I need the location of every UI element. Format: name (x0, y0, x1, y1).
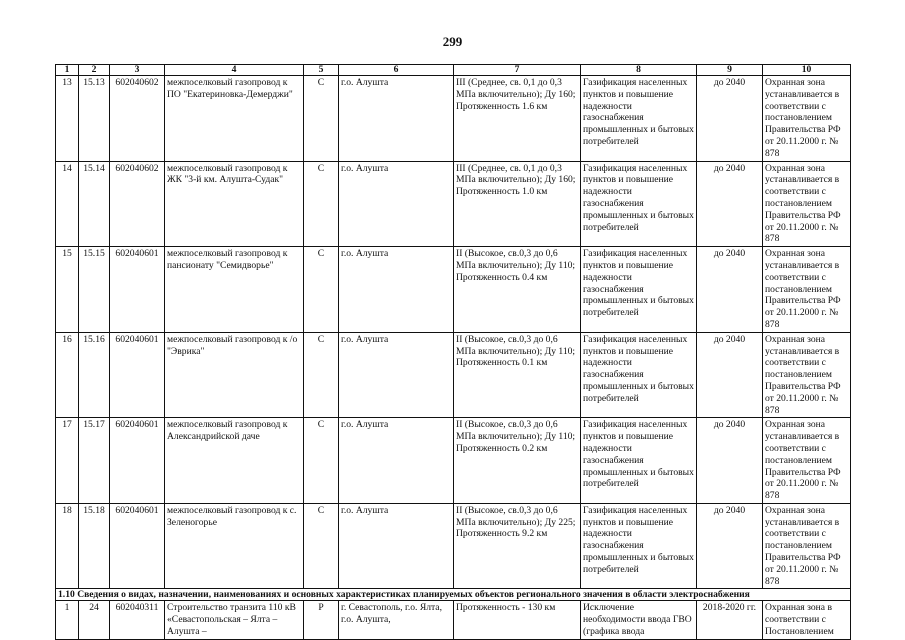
cell-number: 14 (56, 161, 79, 247)
cell-zone: Охранная зона устанавливается в соответствии с постановлением Правительства РФ от 20.11.2000 г. № 878 (763, 503, 851, 589)
column-header: 2 (79, 65, 110, 76)
cell-name: Строительство транзита 110 кВ «Севастопольская – Ялта – Алушта – (165, 601, 304, 639)
cell-status: С (304, 332, 339, 418)
cell-location: г.о. Алушта (339, 503, 454, 589)
cell-characteristics: Протяженность - 130 км (454, 601, 581, 639)
column-header: 8 (581, 65, 697, 76)
cell-location: г.о. Алушта (339, 418, 454, 504)
cell-location: г.о. Алушта (339, 332, 454, 418)
cell-zone: Охранная зона устанавливается в соответствии с постановлением Правительства РФ от 20.11.2000 г. № 878 (763, 76, 851, 162)
cell-index: 24 (79, 601, 110, 639)
cell-number: 1 (56, 601, 79, 639)
cell-code: 602040601 (110, 418, 165, 504)
cell-zone: Охранная зона устанавливается в соответствии с постановлением Правительства РФ от 20.11.2000 г. № 878 (763, 332, 851, 418)
cell-code: 602040602 (110, 76, 165, 162)
section-heading: 1.10 Сведения о видах, назначении, наименованиях и основных характеристиках планируемых объектов регионального значения в области электроснабжения (56, 589, 851, 601)
cell-index: 15.16 (79, 332, 110, 418)
page-number: 299 (442, 34, 463, 49)
cell-index: 15.13 (79, 76, 110, 162)
cell-characteristics: II (Высокое, св.0,3 до 0,6 МПа включительно); Ду 110; Протяженность 0.1 км (454, 332, 581, 418)
cell-name: межпоселковый газопровод к /о "Эврика" (165, 332, 304, 418)
column-header: 3 (110, 65, 165, 76)
cell-number: 16 (56, 332, 79, 418)
cell-number: 15 (56, 247, 79, 333)
cell-characteristics: III (Среднее, св. 0,1 до 0,3 МПа включительно); Ду 160; Протяженность 1.0 км (454, 161, 581, 247)
cell-code: 602040601 (110, 503, 165, 589)
cell-term: 2018-2020 гг. (697, 601, 763, 639)
cell-term: до 2040 (697, 161, 763, 247)
cell-term: до 2040 (697, 332, 763, 418)
cell-zone: Охранная зона в соответствии с Постановлением (763, 601, 851, 639)
column-header: 1 (56, 65, 79, 76)
cell-term: до 2040 (697, 418, 763, 504)
cell-purpose: Газификация населенных пунктов и повышение надежности газоснабжения промышленных и бытовых потребителей (581, 503, 697, 589)
cell-index: 15.15 (79, 247, 110, 333)
cell-location: г.о. Алушта (339, 76, 454, 162)
cell-name: межпоселковый газопровод к с. Зеленогорье (165, 503, 304, 589)
column-header: 5 (304, 65, 339, 76)
cell-number: 18 (56, 503, 79, 589)
cell-code: 602040311 (110, 601, 165, 639)
cell-zone: Охранная зона устанавливается в соответствии с постановлением Правительства РФ от 20.11.2000 г. № 878 (763, 247, 851, 333)
cell-purpose: Газификация населенных пунктов и повышение надежности газоснабжения промышленных и бытовых потребителей (581, 247, 697, 333)
cell-zone: Охранная зона устанавливается в соответствии с постановлением Правительства РФ от 20.11.2000 г. № 878 (763, 418, 851, 504)
cell-characteristics: II (Высокое, св.0,3 до 0,6 МПа включительно); Ду 110; Протяженность 0.2 км (454, 418, 581, 504)
cell-code: 602040601 (110, 332, 165, 418)
cell-code: 602040602 (110, 161, 165, 247)
column-header: 7 (454, 65, 581, 76)
cell-status: С (304, 161, 339, 247)
cell-term: до 2040 (697, 503, 763, 589)
cell-location: г.о. Алушта (339, 161, 454, 247)
cell-index: 15.14 (79, 161, 110, 247)
cell-status: С (304, 503, 339, 589)
cell-name: межпоселковый газопровод к ЖК "3-й км. Алушта-Судак" (165, 161, 304, 247)
cell-status: С (304, 418, 339, 504)
table-row (56, 601, 851, 639)
table-row (56, 76, 851, 162)
table-row (56, 161, 851, 247)
cell-status: С (304, 76, 339, 162)
column-header: 4 (165, 65, 304, 76)
cell-purpose: Газификация населенных пунктов и повышение надежности газоснабжения промышленных и бытовых потребителей (581, 161, 697, 247)
cell-purpose: Газификация населенных пунктов и повышение надежности газоснабжения промышленных и бытовых потребителей (581, 332, 697, 418)
cell-purpose: Исключение необходимости ввода ГВО (графика ввода (581, 601, 697, 639)
cell-purpose: Газификация населенных пунктов и повышение надежности газоснабжения промышленных и бытовых потребителей (581, 418, 697, 504)
cell-status: С (304, 247, 339, 333)
cell-term: до 2040 (697, 247, 763, 333)
objects-table (55, 64, 851, 640)
cell-number: 13 (56, 76, 79, 162)
cell-characteristics: III (Среднее, св. 0,1 до 0,3 МПа включительно); Ду 160; Протяженность 1.6 км (454, 76, 581, 162)
section-heading-row (56, 589, 851, 601)
column-header: 10 (763, 65, 851, 76)
table-row (56, 503, 851, 589)
table-row (56, 332, 851, 418)
column-header: 9 (697, 65, 763, 76)
cell-name: межпоселковый газопровод к ПО "Екатериновка-Демерджи" (165, 76, 304, 162)
table-row (56, 418, 851, 504)
cell-purpose: Газификация населенных пунктов и повышение надежности газоснабжения промышленных и бытовых потребителей (581, 76, 697, 162)
cell-characteristics: II (Высокое, св.0,3 до 0,6 МПа включительно); Ду 110; Протяженность 0.4 км (454, 247, 581, 333)
cell-characteristics: II (Высокое, св.0,3 до 0,6 МПа включительно); Ду 225; Протяженность 9.2 км (454, 503, 581, 589)
cell-code: 602040601 (110, 247, 165, 333)
cell-location: г. Севастополь, г.о. Ялта, г.о. Алушта, (339, 601, 454, 639)
cell-term: до 2040 (697, 76, 763, 162)
cell-name: межпоселковый газопровод к Александрийской даче (165, 418, 304, 504)
header-row (56, 65, 851, 76)
cell-location: г.о. Алушта (339, 247, 454, 333)
cell-name: межпоселковый газопровод к пансионату "Семидворье" (165, 247, 304, 333)
column-header: 6 (339, 65, 454, 76)
cell-status: Р (304, 601, 339, 639)
cell-zone: Охранная зона устанавливается в соответствии с постановлением Правительства РФ от 20.11.2000 г. № 878 (763, 161, 851, 247)
table-row (56, 247, 851, 333)
cell-number: 17 (56, 418, 79, 504)
cell-index: 15.18 (79, 503, 110, 589)
cell-index: 15.17 (79, 418, 110, 504)
